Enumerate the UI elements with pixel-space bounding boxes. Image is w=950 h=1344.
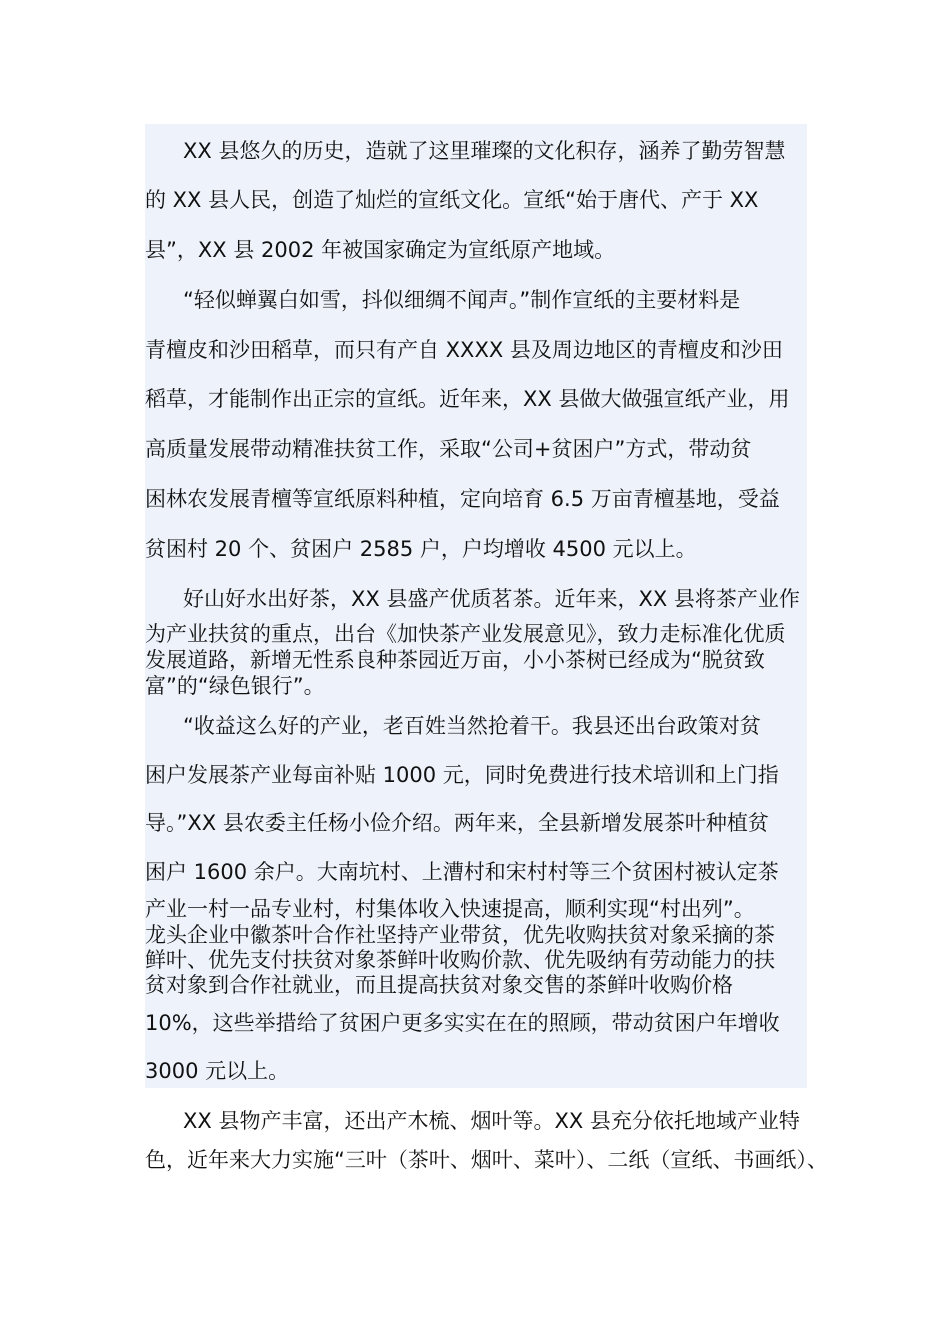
text-line: 贫对象到合作社就业，而且提高扶贫对象交售的茶鲜叶收购价格 — [145, 973, 733, 997]
text-line: 产业一村一品专业村，村集体收入快速提高，顺利实现“村出列”。 — [145, 897, 755, 921]
text-line: “收益这么好的产业，老百姓当然抢着干。我县还出台政策对贫 — [183, 714, 761, 738]
text-line: 鲜叶、优先支付扶贫对象茶鲜叶收购价款、优先吸纳有劳动能力的扶 — [145, 948, 775, 972]
text-line: 青檀皮和沙田稻草，而只有产自 XXXX 县及周边地区的青檀皮和沙田 — [145, 338, 783, 362]
text-line: 贫困村 20 个、贫困户 2585 户，户均增收 4500 元以上。 — [145, 537, 697, 561]
text-line: 的 XX 县人民，创造了灿烂的宣纸文化。宣纸“始于唐代、产于 XX — [145, 188, 759, 212]
text-line: “轻似蝉翼白如雪，抖似细绸不闻声。”制作宣纸的主要材料是 — [183, 288, 741, 312]
text-line: 为产业扶贫的重点，出台《加快茶产业发展意见》，致力走标准化优质 — [145, 622, 786, 646]
text-line: 导。”XX 县农委主任杨小俭介绍。两年来，全县新增发展茶叶种植贫 — [145, 811, 769, 835]
text-line: XX 县物产丰富，还出产木梳、烟叶等。XX 县充分依托地域产业特 — [183, 1109, 800, 1133]
text-line: 好山好水出好茶，XX 县盛产优质茗茶。近年来，XX 县将茶产业作 — [183, 587, 800, 611]
text-line: XX 县悠久的历史，造就了这里璀璨的文化积存，涵养了勤劳智慧 — [183, 139, 786, 163]
text-line: 3000 元以上。 — [145, 1059, 290, 1083]
text-line: 龙头企业中徽茶叶合作社坚持产业带贫，优先收购扶贫对象采摘的茶 — [145, 923, 775, 947]
text-line: 县”，XX 县 2002 年被国家确定为宣纸原产地域。 — [145, 238, 616, 262]
text-line: 发展道路，新增无性系良种茶园近万亩，小小茶树已经成为“脱贫致 — [145, 648, 765, 672]
text-line: 困户 1600 余户。大南坑村、上漕村和宋村村等三个贫困村被认定茶 — [145, 860, 779, 884]
text-line: 10%，这些举措给了贫困户更多实实在在的照顾，带动贫困户年增收 — [145, 1011, 780, 1035]
text-line: 富”的“绿色银行”。 — [145, 674, 325, 698]
text-line: 高质量发展带动精准扶贫工作，采取“公司+贫困户”方式，带动贫 — [145, 437, 752, 461]
text-line: 稻草，才能制作出正宗的宣纸。近年来，XX 县做大做强宣纸产业，用 — [145, 387, 790, 411]
text-line: 困户发展茶产业每亩补贴 1000 元，同时免费进行技术培训和上门指 — [145, 763, 779, 787]
text-line: 困林农发展青檀等宣纸原料种植，定向培育 6.5 万亩青檀基地，受益 — [145, 487, 780, 511]
text-line: 色，近年来大力实施“三叶（茶叶、烟叶、菜叶）、二纸（宣纸、书画纸）、 — [145, 1148, 828, 1172]
